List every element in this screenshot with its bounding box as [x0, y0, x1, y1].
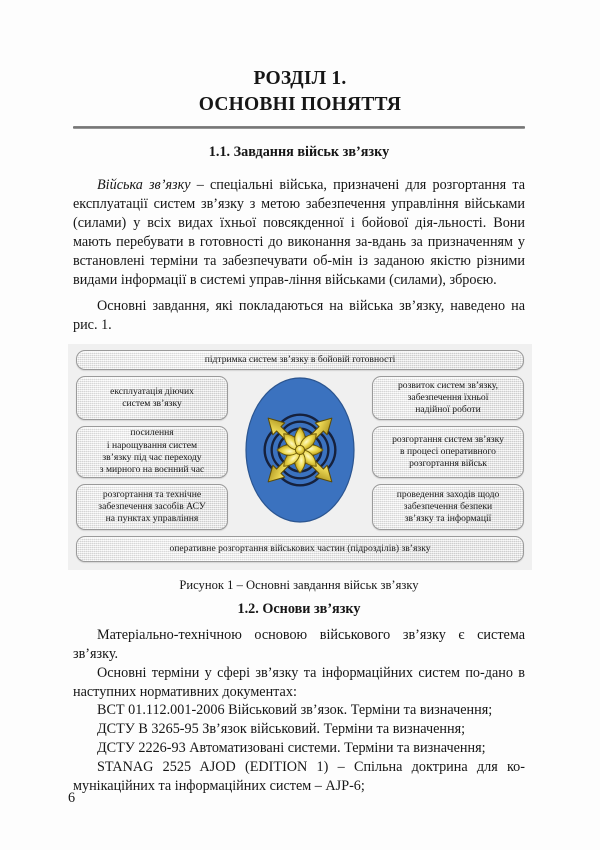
diagram-box-label: посилення і нарощування систем зв’язку під час переходу з мирного на воєнний час: [99, 427, 205, 476]
paragraph-text: Матеріально-технічною основою військового зв’язку є система зв’язку.: [73, 627, 525, 662]
emblem-svg: [236, 364, 364, 536]
figure-caption: Рисунок 1 – Основні завдання військ зв’язку: [179, 578, 419, 592]
diagram-box-label: підтримка систем зв’язку в бойовій готовності: [204, 353, 396, 365]
figure-main-tasks-diagram: [68, 344, 532, 570]
diagram-box-label: розгортання та технічне забезпечення засобів АСУ на пунктах управління: [98, 488, 206, 525]
signal-troops-emblem: [236, 364, 364, 536]
paragraph-text: Основні терміни у сфері зв’язку та інформаційних систем по-дано в наступних нормативних документах:: [73, 665, 525, 700]
diagram-box-right-2: [372, 426, 524, 478]
definition-text: – спеціальні війська, призначені для розгортання та експлуатації систем зв’язку з метою забезпечення управління військами (силами) у всіх видах їхньої повсякденної і бойової дія-льності. Вони мають перебувати в готовності до виконання за-вдань за призначенням у встановлені терміни та забезпечувати об-мін із заданою якістю різними видами інформації в системі управ-ління військами (силами), зброєю.: [73, 177, 525, 288]
diagram-box-right-1: [372, 376, 524, 420]
diagram-box-left-1: [76, 376, 228, 420]
diagram-box-right-3: [372, 484, 524, 530]
paragraph-text: Основні завдання, які покладаються на війська зв’язку, наведено на рис. 1.: [73, 298, 525, 333]
section-heading-1-2: 1.2. Основи зв’язку: [237, 601, 361, 617]
paragraph-definition: [73, 176, 525, 290]
normative-documents-list: [73, 701, 525, 796]
diagram-box-label: проведення заходів щодо забезпечення безпеки зв’язку та інформації: [396, 488, 500, 525]
defined-term: Війська зв’язку: [97, 177, 191, 193]
page-number: 6: [68, 790, 76, 806]
list-item: ДСТУ В 3265-95 Зв’язок військовий. Терміни та визначення;: [97, 720, 466, 737]
list-item: ДСТУ 2226-93 Автоматизовані системи. Терміни та визначення;: [97, 739, 486, 756]
chapter-title-line-1: РОЗДІЛ 1.: [253, 68, 347, 89]
chapter-title-line-2: ОСНОВНІ ПОНЯТТЯ: [198, 93, 402, 115]
diagram-box-left-3: [76, 484, 228, 530]
chapter-title: [0, 66, 600, 117]
diagram-box-label: розгортання систем зв’язку в процесі оперативного розгортання військ: [392, 433, 504, 470]
paragraph-material-basis: [73, 626, 525, 664]
diagram-box-label: оперативне розгортання військових частин (підрозділів) зв’язку: [169, 542, 431, 554]
diagram-box-label: експлуатація діючих систем зв’язку: [110, 385, 194, 409]
list-item: ВСТ 01.112.001-2006 Військовий зв’язок. Терміни та визначення;: [97, 702, 493, 718]
paragraph-figure-reference: [73, 297, 525, 335]
diagram-box-left-2: [76, 426, 228, 478]
paragraph-terms-intro: [73, 664, 525, 702]
section-heading-1-1: 1.1. Завдання військ зв’язку: [208, 144, 390, 160]
diagram-box-bottom-banner: [76, 536, 524, 562]
list-item: STANAG 2525 AJOD (EDITION 1) – Спільна доктрина для ко-мунікаційних та інформаційних систем – AJP-6;: [73, 758, 525, 794]
diagram-box-label: розвиток систем зв’язку, забезпечення їхньої надійної роботи: [397, 379, 499, 416]
title-divider-rule: [73, 126, 525, 129]
emblem-star-flower: [277, 427, 323, 473]
